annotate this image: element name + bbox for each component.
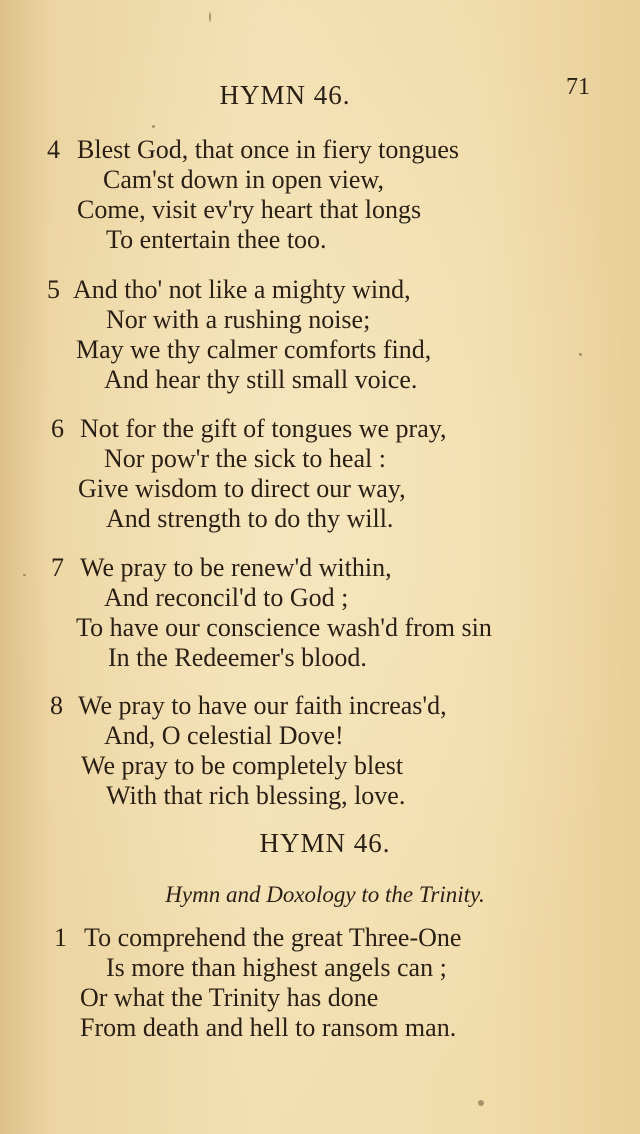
stanza-number: 6	[51, 414, 64, 443]
stanza-line: Or what the Trinity has done	[80, 983, 379, 1012]
ink-speck	[579, 353, 582, 356]
stanza-number: 4	[47, 135, 60, 164]
ink-speck	[478, 1100, 484, 1106]
stanza-line: And strength to do thy will.	[106, 504, 394, 533]
stanza-line: Nor pow'r the sick to heal :	[104, 444, 386, 473]
stanza-line: And tho' not like a mighty wind,	[73, 275, 411, 304]
ink-speck	[209, 12, 211, 22]
stanza-number: 5	[47, 275, 60, 304]
stanza-line: To have our conscience wash'd from sin	[76, 613, 492, 642]
running-title: HYMN 46.	[219, 80, 351, 110]
stanza-line: Come, visit ev'ry heart that longs	[77, 195, 422, 224]
stanza-line: In the Redeemer's blood.	[108, 643, 367, 672]
stanza-line: With that rich blessing, love.	[106, 781, 406, 810]
stanza-line: And hear thy still small voice.	[104, 365, 418, 394]
hymn-subtitle: Hymn and Doxology to the Trinity.	[165, 882, 485, 907]
stanza-number: 1	[54, 923, 67, 952]
hymn-heading: HYMN 46.	[259, 828, 391, 858]
stanza-line: From death and hell to ransom man.	[80, 1013, 457, 1042]
stanza-number: 8	[50, 691, 63, 720]
stanza-line: Blest God, that once in fiery tongues	[77, 135, 459, 164]
stanza-line: We pray to have our faith increas'd,	[78, 691, 447, 720]
page-number: 71	[566, 74, 590, 100]
stanza-line: Not for the gift of tongues we pray,	[80, 414, 447, 443]
stanza-line: And, O celestial Dove!	[104, 721, 344, 750]
stanza-line: And reconcil'd to God ;	[104, 583, 349, 612]
stanza-number: 7	[51, 553, 64, 582]
ink-speck	[23, 574, 26, 576]
stanza-line: Cam'st down in open view,	[103, 165, 385, 194]
stanza-line: We pray to be completely blest	[81, 751, 404, 780]
ink-speck	[152, 125, 155, 128]
stanza-line: We pray to be renew'd within,	[80, 553, 392, 582]
stanza-line: To entertain thee too.	[106, 225, 327, 254]
stanza-line: Nor with a rushing noise;	[106, 305, 371, 334]
stanza-line: May we thy calmer comforts find,	[76, 335, 432, 364]
stanza-line: To comprehend the great Three-One	[84, 923, 462, 952]
stanza-line: Give wisdom to direct our way,	[78, 474, 406, 503]
stanza-line: Is more than highest angels can ;	[106, 953, 447, 982]
